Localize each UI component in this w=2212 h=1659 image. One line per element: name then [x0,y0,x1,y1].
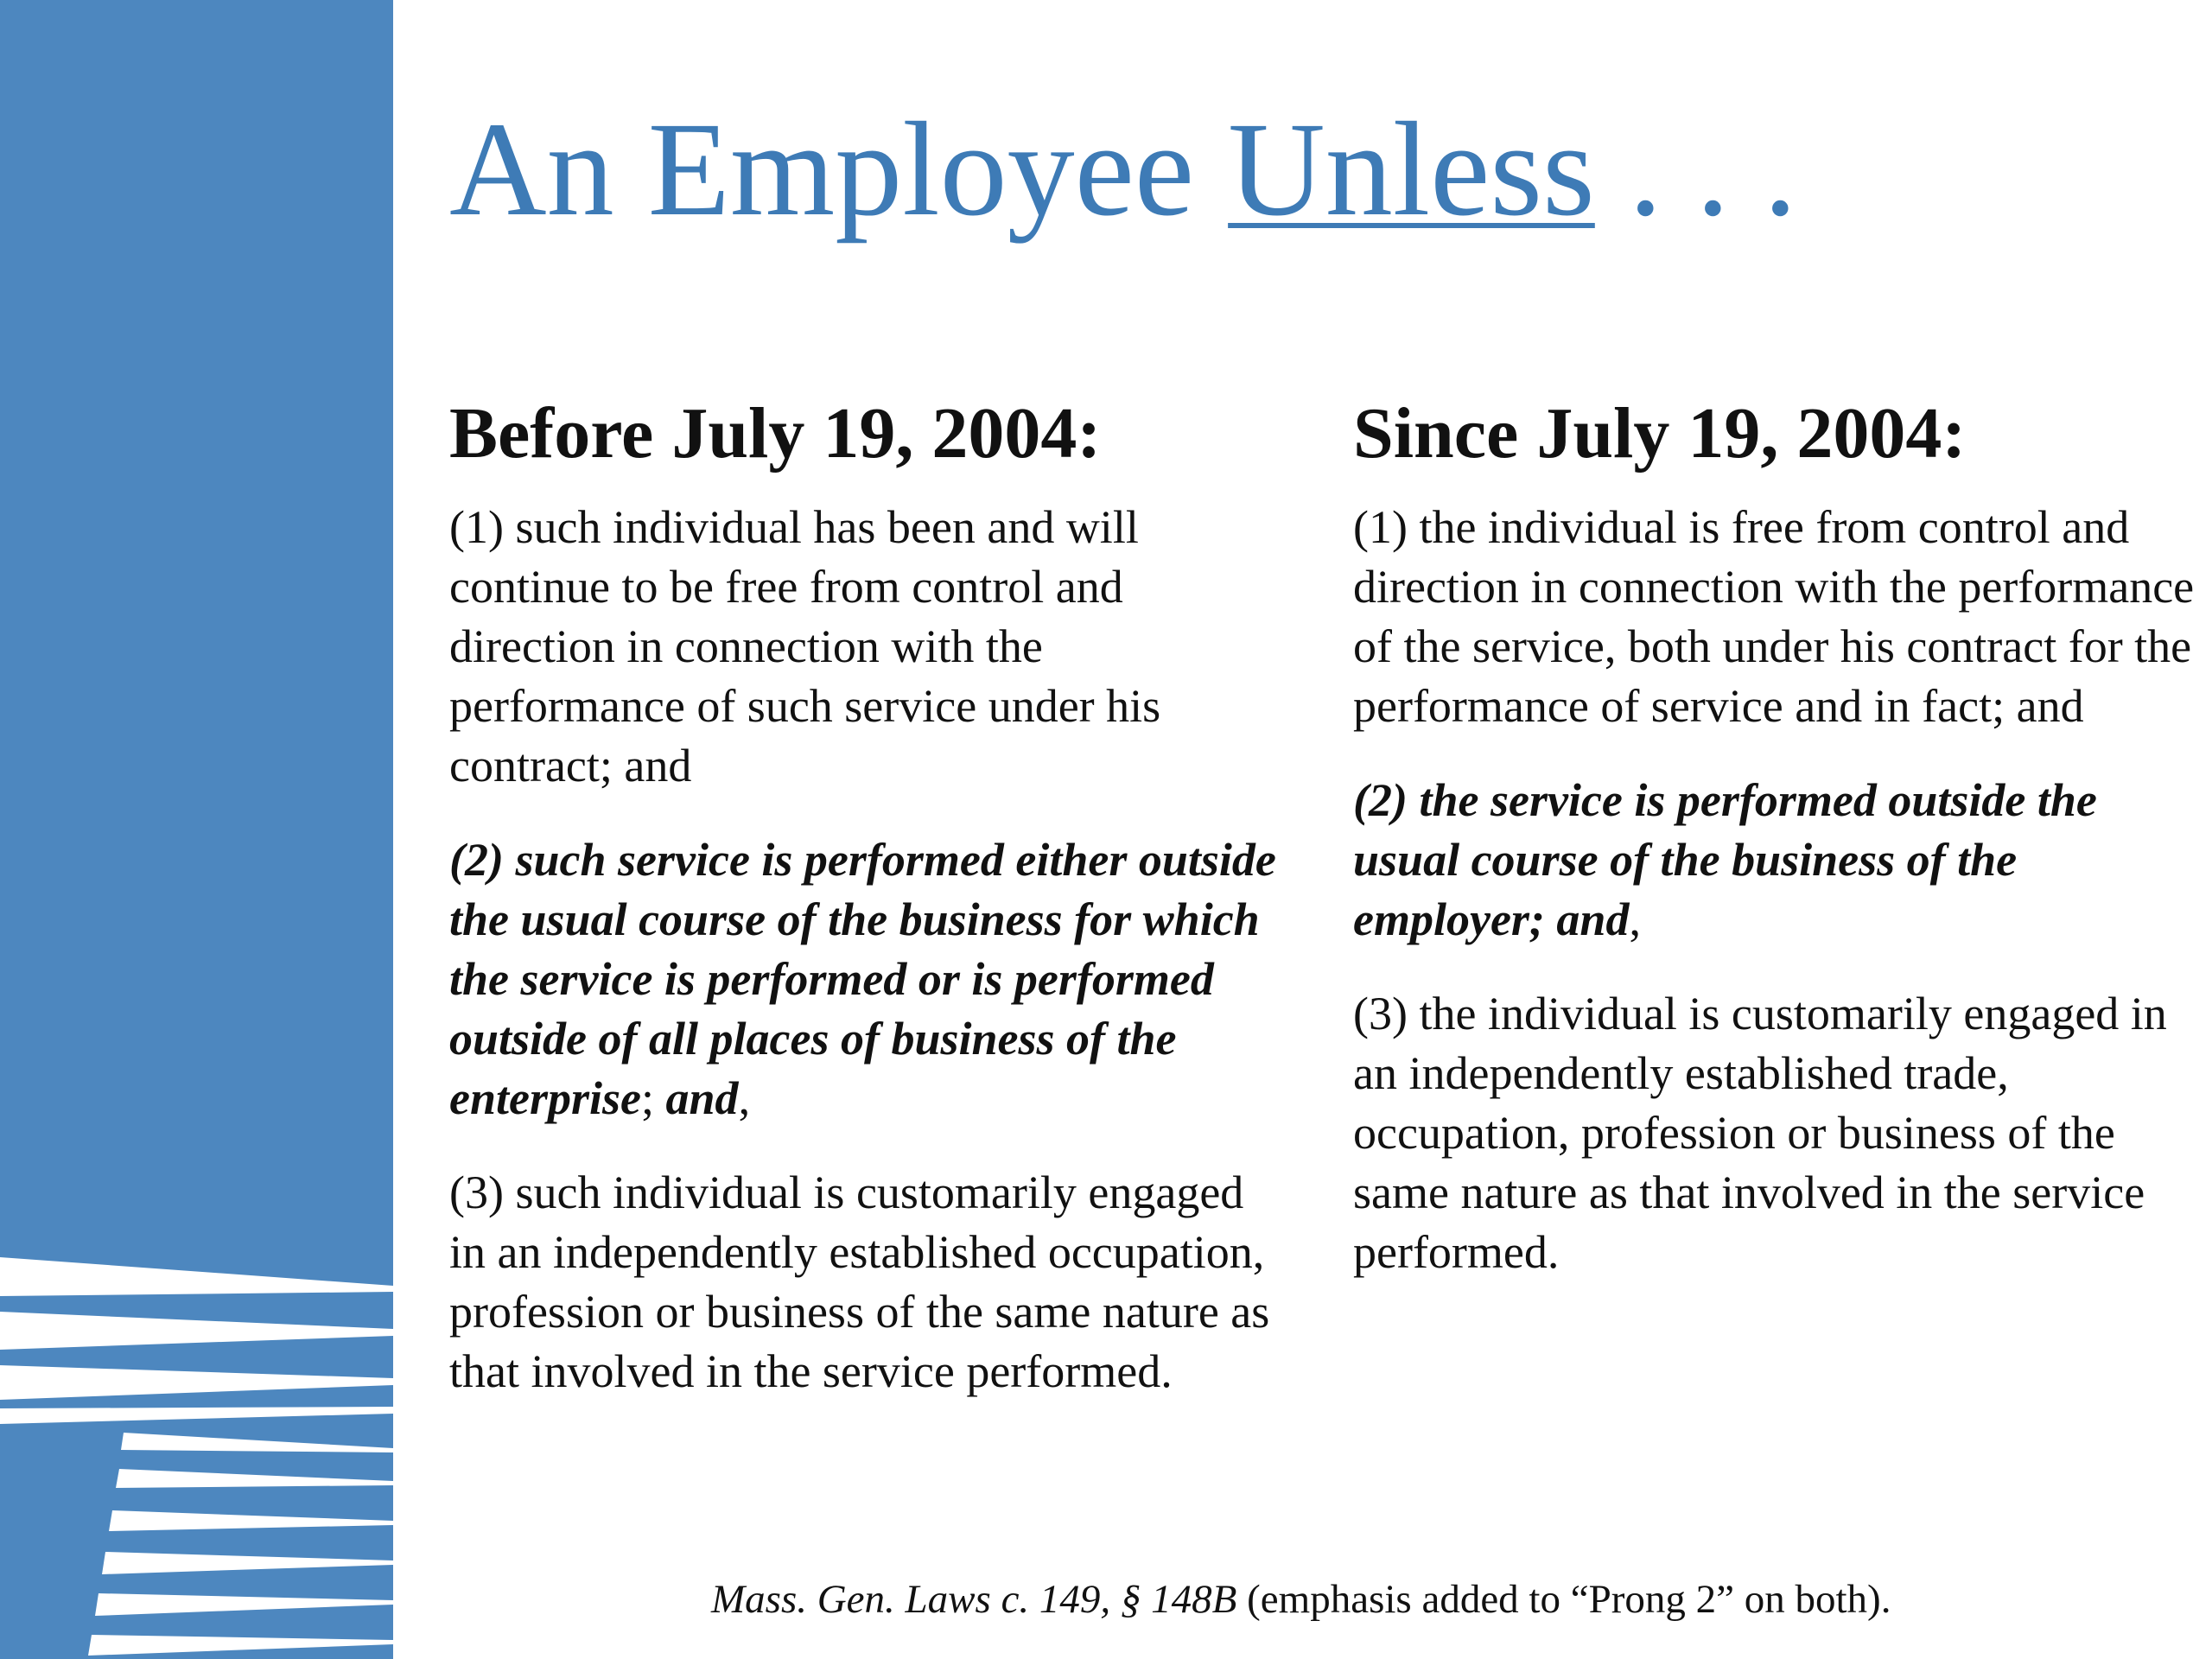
since-prong-3: (3) the individual is customarily engaged in an independently established trade, occupation, profession or business of the same nature as that involved in the service performed. [1353,988,2167,1279]
since-prong-2 [1353,771,2196,950]
slide-title [449,94,1797,244]
citation-statute: Mass. Gen. Laws c. 149, § 148B [711,1577,1237,1622]
title-underlined-word: Unless [1228,94,1595,244]
title-main: An Employee [449,94,1229,244]
before-prong-2-and: and [665,1072,739,1125]
before-prong-2 [449,830,1279,1128]
before-prong-2-separator: ; [641,1072,666,1125]
before-column [449,393,1279,1436]
before-heading: Before July 19, 2004: [449,393,1102,474]
citation-note: (emphasis added to “Prong 2” on both). [1236,1577,1891,1622]
citation-footer [711,1576,1891,1623]
before-prong-2-text: (2) such service is performed either outside the usual course of the business for which the service is performed or is performed outside of all places of business of the enterprise [449,834,1276,1125]
since-column [1353,393,2196,1317]
before-prong-3: (3) such individual is customarily engaged in an independently established occupation, profession or business of the same nature as that involved in the service performed. [449,1166,1270,1398]
title-ellipsis: . . . [1594,94,1797,244]
since-prong-1: (1) the individual is free from control and direction in connection with the performance of the service, both under his contract for the performance of service and in fact; and [1353,501,2195,733]
since-prong-2-comma: , [1629,893,1641,946]
since-prong-2-text: (2) the service is performed outside the usual course of the business of the employer; and [1353,774,2097,946]
before-prong-2-comma: , [738,1072,751,1125]
since-heading: Since July 19, 2004: [1353,393,1967,474]
before-prong-1: (1) such individual has been and will continue to be free from control and direction in connection with the performance of such service under his contract; and [449,501,1161,792]
stripe-graphic [0,0,393,1659]
sidebar-decoration [0,0,393,1659]
